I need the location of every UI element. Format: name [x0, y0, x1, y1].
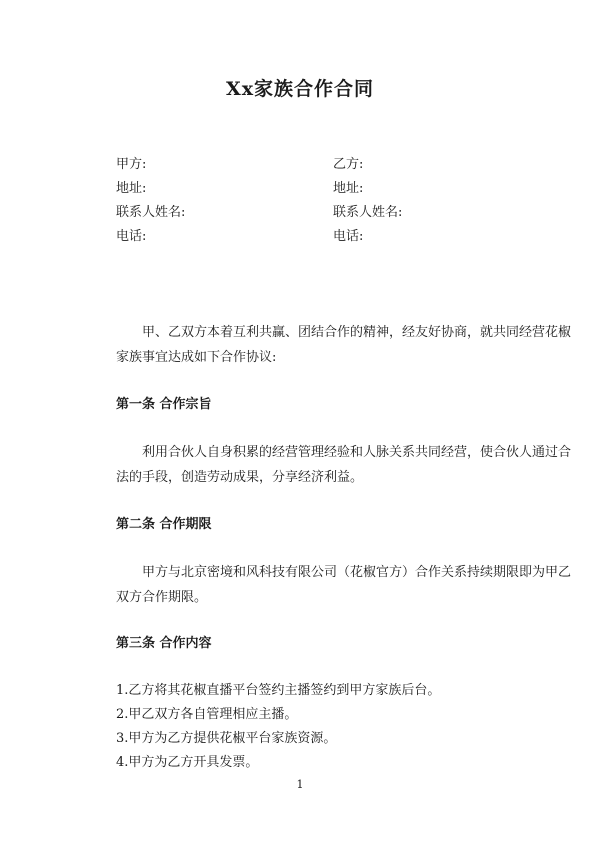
section-2-line-2: 双方合作期限。 [116, 590, 208, 605]
section-3-item-2: 2.甲乙双方各自管理相应主播。 [116, 707, 298, 722]
contract-title: Xx家族合作合同 [225, 78, 375, 100]
party-a-contact-label: 联系人姓名: [116, 205, 186, 220]
party-a-label: 甲方: [116, 157, 147, 172]
section-2-heading: 第二条 合作期限 [116, 517, 212, 532]
section-3-item-1: 1.乙方将其花椒直播平台签约主播签约到甲方家族后台。 [116, 683, 441, 698]
party-b-contact-label: 联系人姓名: [333, 205, 403, 220]
party-b-phone-label: 电话: [333, 229, 364, 244]
page-number: 1 [296, 778, 304, 791]
section-2-line-1: 甲方与北京密境和风科技有限公司（花椒官方）合作关系持续期限即为甲乙 [142, 565, 572, 580]
section-1-line-1: 利用合伙人自身积累的经营管理经验和人脉关系共同经营，使合伙人通过合 [142, 445, 572, 460]
intro-line-2: 家族事宜达成如下合作协议: [116, 350, 277, 365]
party-a-phone-label: 电话: [116, 229, 147, 244]
intro-line-1: 甲、乙双方本着互利共赢、团结合作的精神，经友好协商，就共同经营花椒 [142, 325, 572, 340]
section-3-heading: 第三条 合作内容 [116, 636, 212, 651]
party-a-address-label: 地址: [116, 181, 147, 196]
party-b-label: 乙方: [333, 157, 364, 172]
section-3-item-4: 4.甲方为乙方开具发票。 [116, 755, 259, 770]
section-1-line-2: 法的手段，创造劳动成果，分享经济利益。 [116, 470, 364, 485]
section-3-item-3: 3.甲方为乙方提供花椒平台家族资源。 [116, 731, 337, 746]
section-1-heading: 第一条 合作宗旨 [116, 397, 212, 412]
party-b-address-label: 地址: [333, 181, 364, 196]
